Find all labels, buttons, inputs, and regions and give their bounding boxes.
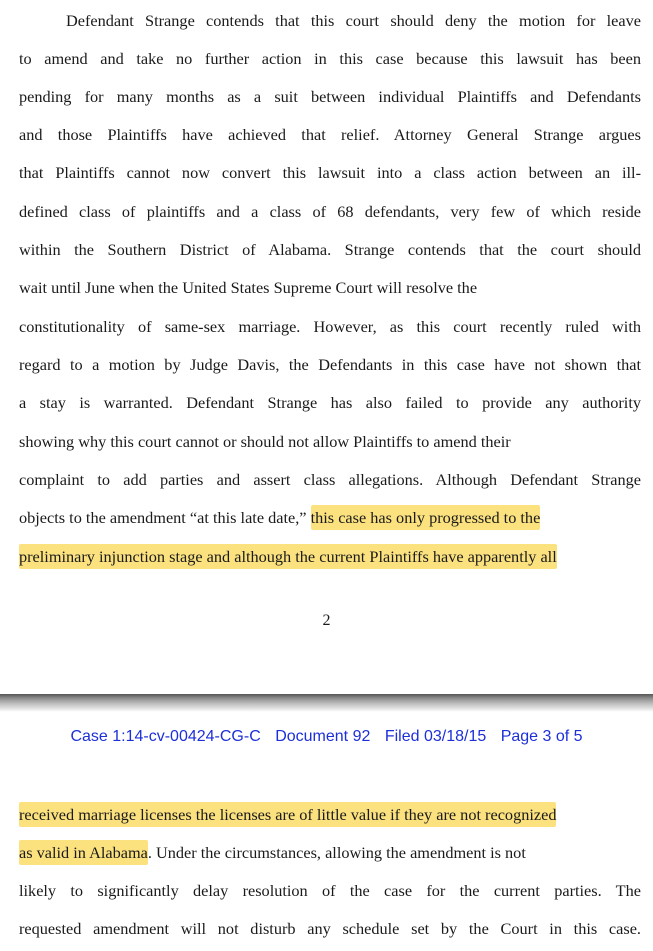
page-number: 2 [322,612,331,629]
body-text-line: a stay is warranted. Defendant Strange has also failed to provide any authority [19,393,641,412]
highlighted-text: this case has only progressed to the [311,505,541,530]
highlighted-text: received marriage licenses the licenses are of little value if they are not recognized [19,802,556,827]
body-text-segment: objects to the amendment “at this late date,” [19,508,311,527]
body-text-line: within the Southern District of Alabama. Strange contends that the court should [19,240,641,259]
body-text-line: wait until June when the United States Supreme Court will resolve the [19,278,478,297]
body-text-line [19,547,641,567]
header-page-count: Page 3 of 5 [500,728,583,745]
header-case-number: Case 1:14-cv-00424-CG-C [70,728,261,745]
body-text-line: regard to a motion by Judge Davis, the Defendants in this case have not shown that [19,355,641,374]
body-text-line: pending for many months as a suit between individual Plaintiffs and Defendants [19,87,641,106]
page-separator [0,694,653,712]
body-text-line: that Plaintiffs cannot now convert this lawsuit into a class action between an ill- [19,163,641,182]
header-document-number: Document 92 [275,728,371,745]
body-text-line: and those Plaintiffs have achieved that relief. Attorney General Strange argues [19,125,641,144]
body-text-line [19,843,641,863]
highlighted-text: preliminary injunction stage and although the current Plaintiffs have apparently all [19,544,557,569]
body-text-line: constitutionality of same-sex marriage. However, as this court recently ruled with [19,317,641,336]
body-text-line: complaint to add parties and assert class allegations. Although Defendant Strange [19,470,641,489]
body-text-line: showing why this court cannot or should not allow Plaintiffs to amend their [19,432,511,451]
document-page-3 [0,712,653,951]
body-text-line: defined class of plaintiffs and a class of 68 defendants, very few of which reside [19,202,641,221]
highlighted-text: as valid in Alabama [19,840,148,865]
body-text-line: requested amendment will not disturb any schedule set by the Court in this case. [19,919,641,938]
body-text-line: likely to significantly delay resolution of the case for the current parties. The [19,881,641,900]
body-text-segment: . Under the circumstances, allowing the amendment is not [147,843,526,862]
body-text-line [19,805,641,825]
body-text-line: to amend and take no further action in this case because this lawsuit has been [19,49,641,68]
court-filing-header [0,728,653,746]
header-filed-date: Filed 03/18/15 [384,728,487,745]
body-text-line [19,508,641,528]
body-text-line: Defendant Strange contends that this court should deny the motion for leave [66,11,641,30]
